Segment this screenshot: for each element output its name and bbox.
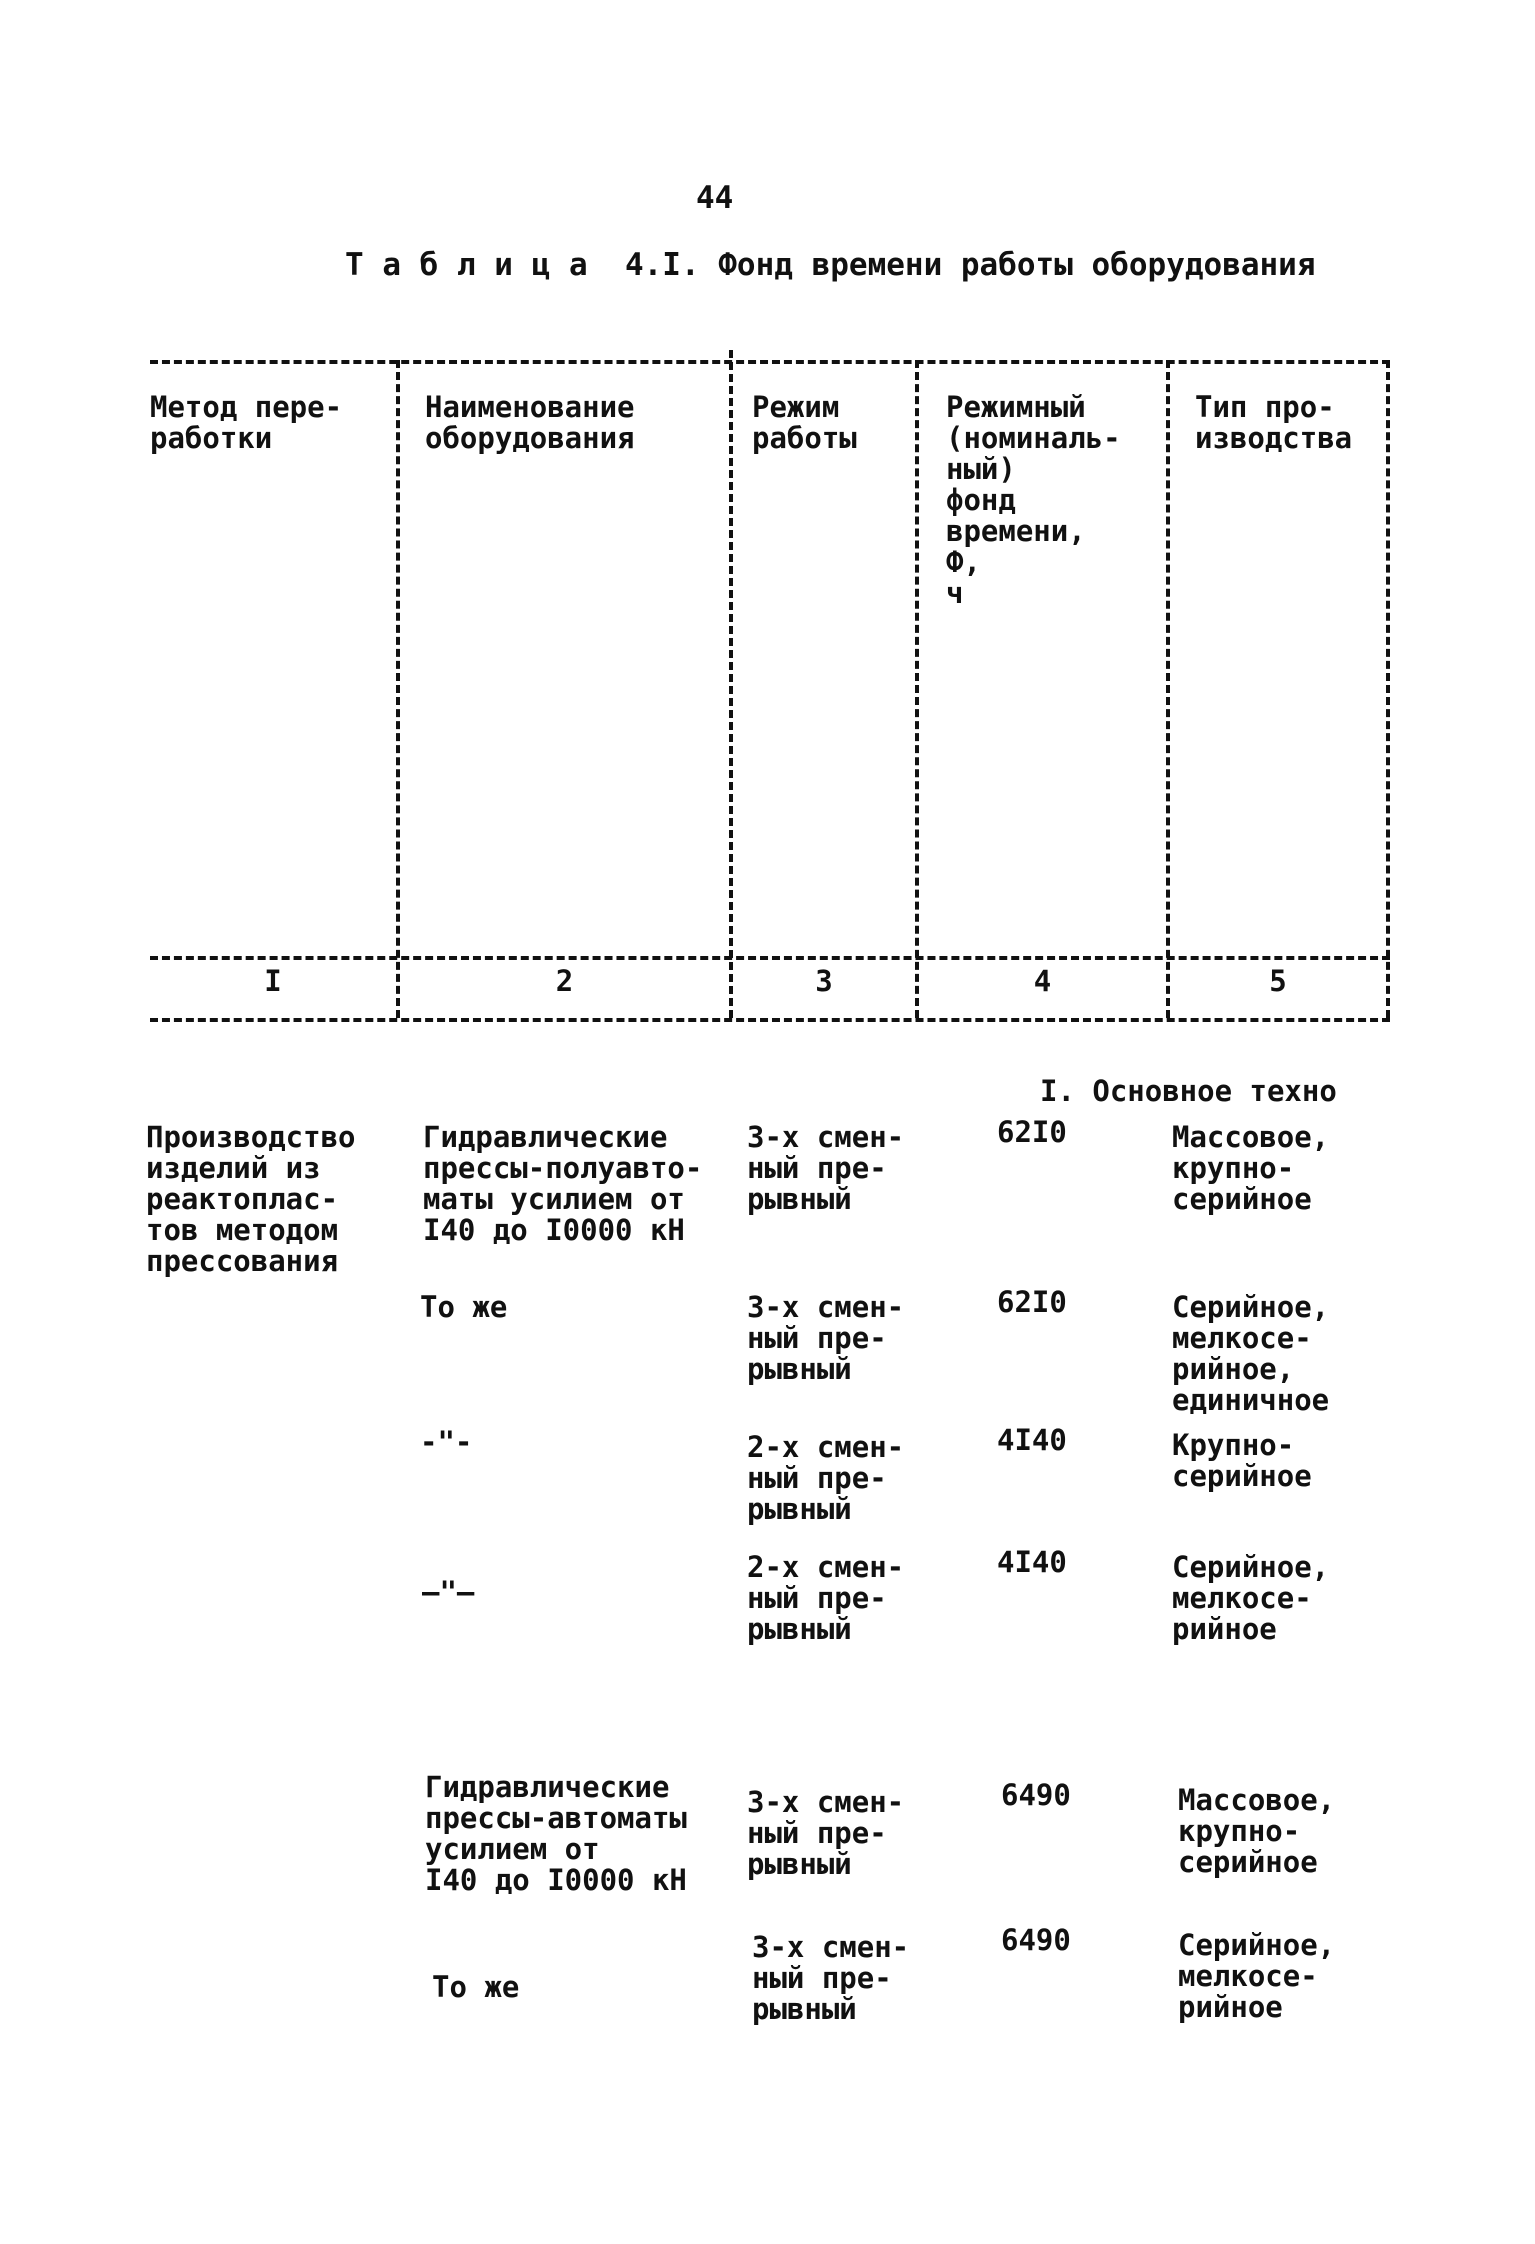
table-top-border bbox=[150, 360, 1390, 364]
header-time-fund: Режимный (номиналь- ный) фонд времени, Ф, ч bbox=[946, 390, 1121, 610]
row4-mode: 2-х смен- ный пре- рывный bbox=[747, 1550, 905, 1646]
row5-type: Массовое, крупно- серийное bbox=[1178, 1783, 1336, 1879]
row2-type: Серийное, мелкосе- рийное, единичное bbox=[1172, 1290, 1330, 1417]
page-number: 44 bbox=[696, 180, 734, 216]
header-mode: Режим работы bbox=[752, 390, 857, 455]
table-title: Т а б л и ц а 4.I. Фонд времени работы оборудования bbox=[345, 247, 1316, 283]
section-title: I. Основное техно bbox=[1040, 1074, 1337, 1108]
row4-equipment: —"— bbox=[422, 1575, 475, 1609]
header-production-type: Тип про- изводства bbox=[1195, 390, 1353, 455]
row3-type: Крупно- серийное bbox=[1172, 1428, 1312, 1493]
table-right-border bbox=[1386, 360, 1390, 1018]
row6-equipment: То же bbox=[432, 1970, 520, 2004]
row5-fund: 6490 bbox=[1001, 1778, 1071, 1812]
row3-fund: 4I40 bbox=[997, 1423, 1067, 1457]
row4-type: Серийное, мелкосе- рийное bbox=[1172, 1550, 1330, 1646]
row1-mode: 3-х смен- ный пре- рывный bbox=[747, 1120, 905, 1216]
column-number-3: 3 bbox=[815, 964, 833, 998]
column-divider-3 bbox=[915, 360, 919, 1018]
column-divider-1 bbox=[396, 360, 400, 1018]
column-divider-4 bbox=[1166, 360, 1170, 1018]
row1-type: Массовое, крупно- серийное bbox=[1172, 1120, 1330, 1216]
column-number-1: I bbox=[264, 964, 282, 998]
row6-mode: 3-х смен- ный пре- рывный bbox=[752, 1930, 910, 2026]
row4-fund: 4I40 bbox=[997, 1545, 1067, 1579]
row6-type: Серийное, мелкосе- рийное bbox=[1178, 1928, 1336, 2024]
row3-equipment: -"- bbox=[420, 1425, 473, 1459]
row1-fund: 62I0 bbox=[997, 1115, 1067, 1149]
row5-mode: 3-х смен- ный пре- рывный bbox=[747, 1785, 905, 1881]
table-bottom-border bbox=[150, 1018, 1390, 1022]
row3-mode: 2-х смен- ный пре- рывный bbox=[747, 1430, 905, 1526]
row5-equipment: Гидравлические прессы-автоматы усилием от I40 до I0000 кН bbox=[425, 1770, 687, 1897]
column-number-4: 4 bbox=[1033, 964, 1052, 998]
column-number-5: 5 bbox=[1269, 964, 1287, 998]
row6-fund: 6490 bbox=[1001, 1923, 1071, 1957]
row1-equipment: Гидравлические прессы-полуавто- маты усилием от I40 до I0000 кН bbox=[423, 1120, 703, 1247]
row2-fund: 62I0 bbox=[997, 1285, 1067, 1319]
header-equipment: Наименование оборудования bbox=[425, 390, 635, 455]
header-bottom-border bbox=[150, 956, 1390, 960]
column-number-2: 2 bbox=[555, 964, 574, 998]
row2-equipment: То же bbox=[420, 1290, 508, 1324]
row2-mode: 3-х смен- ный пре- рывный bbox=[747, 1290, 905, 1386]
column-divider-2 bbox=[729, 350, 733, 1018]
row1-method: Производство изделий из реактоплас- тов методом прессования bbox=[146, 1120, 356, 1278]
header-method: Метод пере- работки bbox=[150, 390, 343, 455]
